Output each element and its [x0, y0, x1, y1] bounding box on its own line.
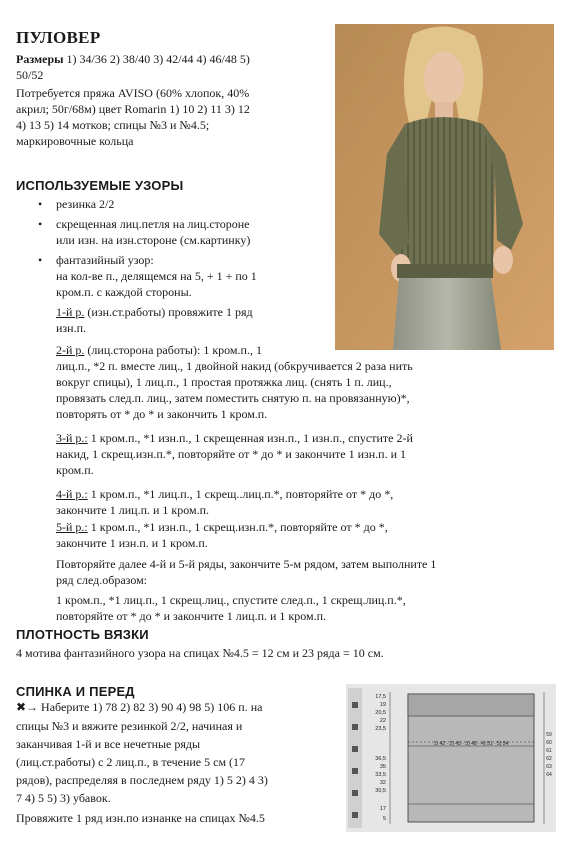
row-2-cont-4: повторять от * до * и закончить 1 кром.п.: [56, 407, 268, 421]
back-line-1: ✖→ Наберите 1) 78 2) 82 3) 90 4) 98 5) 106 п. на: [16, 700, 263, 714]
row-4-cont: закончите 1 лиц.п. и 1 кром.п.: [56, 503, 210, 517]
sizes-label: Размеры: [16, 52, 64, 66]
pattern-crossed-line-2: или изн. на изн.стороне (см.картинку): [56, 233, 251, 247]
schematic-marker: [352, 746, 358, 752]
schematic-marker: [352, 724, 358, 730]
repeat-line-2: ряд след.образом:: [56, 573, 148, 587]
row-1-label: 1-й р.: [56, 305, 85, 319]
back-line-6: 7 4) 5 5) 3) убавок.: [16, 791, 111, 805]
dim-mid-1: 36,5: [375, 756, 386, 762]
dim-top-1: 17,5: [375, 694, 386, 700]
pattern-crossed-line-1: скрещенная лиц.петля на лиц.стороне: [56, 217, 250, 231]
row-3-cont-1: накид, 1 скрещ.изн.п.*, повторяйте от * до * и закончите 1 изн.п. и 1: [56, 447, 406, 461]
back-line-3: заканчивая 1-й и все нечетные ряды: [16, 737, 201, 751]
dim-right-6: 64: [546, 772, 552, 778]
row-3: [56, 431, 413, 446]
dim-top-2: 19: [379, 702, 386, 708]
bullet-icon: •: [38, 253, 43, 267]
bullet-icon: •: [38, 197, 43, 211]
pattern-fancy-title: фантазийный узор:: [56, 253, 154, 267]
row-3-text: 1 кром.п., *1 изн.п., 1 скрещенная изн.п., 1 изн.п., спустите 2-й: [87, 431, 413, 445]
row-2-cont-2: вокруг спицы), 1 лиц.п., 1 простая протяжка лиц. (снять 1 п. лиц.,: [56, 375, 392, 389]
sizes-values: 1) 34/36 2) 38/40 3) 42/44 4) 46/48 5): [63, 52, 250, 66]
row-5-label: 5-й р.:: [56, 520, 88, 534]
schematic-marker: [352, 812, 358, 818]
dim-top-3: 20,5: [375, 710, 386, 716]
row-5: [56, 520, 388, 535]
back-line-5: рядов), распределяя в последнем ряду 1) 5 2) 4 3): [16, 773, 268, 787]
schematic-marker: [352, 790, 358, 796]
dim-right-5: 63: [546, 764, 552, 770]
row-4-label: 4-й р.:: [56, 487, 88, 501]
row-2: [56, 343, 262, 358]
row-2-label: 2-й р.: [56, 343, 85, 357]
dim-mid-5: 30,5: [375, 788, 386, 794]
dim-bottom-1: 17: [379, 806, 386, 812]
row-2-cont-1: лиц.п., *2 п. вместе лиц., 1 двойной накид (обкручивается 2 раза нить: [56, 359, 413, 373]
back-line-7: Провяжите 1 ряд изн.по изнанке на спицах №4.5: [16, 811, 265, 825]
row-4-text: 1 кром.п., *1 лиц.п., 1 скрещ..лиц.п.*, повторяйте от * до *,: [87, 487, 394, 501]
density-text: 4 мотива фантазийного узора на спицах №4.5 = 12 см и 23 ряда = 10 см.: [16, 646, 384, 660]
row-2-cont-3: провязать след.п. лиц., затем поместить снятую п. на провязанную)*,: [56, 391, 410, 405]
pattern-fancy-line-2: на кол-ве п., делящемся на 5, + 1 + по 1: [56, 269, 257, 283]
repeat-line-1: Повторяйте далее 4-й и 5-й ряды, закончите 5-м рядом, затем выполните 1: [56, 557, 437, 571]
row-5-text: 1 кром.п., *1 изн.п., 1 скрещ.изн.п.*, повторяйте от * до *,: [87, 520, 388, 534]
yarn-line-1: Потребуется пряжа AVISO (60% хлопок, 40%: [16, 86, 250, 100]
row-1-text: (изн.ст.работы) провяжите 1 ряд: [84, 305, 253, 319]
yarn-line-4: маркировочные кольца: [16, 134, 134, 148]
bullet-icon: •: [38, 217, 43, 231]
row-1-cont: изн.п.: [56, 321, 87, 335]
row-5-cont: закончите 1 изн.п. и 1 кром.п.: [56, 536, 208, 550]
row-3-cont-2: кром.п.: [56, 463, 94, 477]
row-4: [56, 487, 393, 502]
dim-right-4: 62: [546, 756, 552, 762]
width-label: 1) 42 · 2) 45 · 3) 48 · 4) 51 · 5) 54: [433, 741, 509, 747]
dim-right-3: 61: [546, 748, 552, 754]
dim-mid-3: 33,5: [375, 772, 386, 778]
sizes-line: [16, 52, 250, 67]
patterns-heading: ИСПОЛЬЗУЕМЫЕ УЗОРЫ: [16, 178, 184, 193]
repeat-line-3: 1 кром.п., *1 лиц.п., 1 скрещ.лиц., спустите след.п., 1 скрещ.лиц.п.*,: [56, 593, 406, 607]
pattern-schematic: [346, 684, 556, 832]
dim-right-1: 59: [546, 732, 552, 738]
back-line-4: (лиц.ст.работы) с 2 лиц.п., в течение 5 см (17: [16, 755, 246, 769]
row-3-label: 3-й р.:: [56, 431, 88, 445]
schematic-marker: [352, 702, 358, 708]
dim-right-2: 60: [546, 740, 552, 746]
yarn-line-2: акрил; 50г/68м) цвет Romarin 1) 10 2) 11 3) 12: [16, 102, 250, 116]
repeat-line-4: повторяйте от * до * и закончите 1 лиц.п. и 1 кром.п.: [56, 609, 327, 623]
dim-mid-4: 32: [379, 780, 386, 786]
row-1: [56, 305, 253, 320]
model-photo: [335, 24, 554, 350]
back-front-heading: СПИНКА И ПЕРЕД: [16, 684, 135, 699]
page-title: ПУЛОВЕР: [16, 28, 101, 47]
dim-top-5: 23,5: [375, 726, 386, 732]
dim-bottom-2: 5: [382, 816, 386, 822]
row-2-text: (лиц.сторона работы): 1 кром.п., 1: [84, 343, 262, 357]
dim-top-4: 22: [379, 718, 386, 724]
back-line-2: спицы №3 и вяжите резинкой 2/2, начиная и: [16, 719, 243, 733]
pattern-rib: резинка 2/2: [56, 197, 115, 211]
pattern-fancy-line-3: кром.п. с каждой стороны.: [56, 285, 192, 299]
dim-mid-2: 35: [379, 764, 386, 770]
yarn-line-3: 4) 13 5) 14 мотков; спицы №3 и №4.5;: [16, 118, 210, 132]
sizes-line-2: 50/52: [16, 68, 44, 82]
density-heading: ПЛОТНОСТЬ ВЯЗКИ: [16, 627, 149, 642]
schematic-marker: [352, 768, 358, 774]
